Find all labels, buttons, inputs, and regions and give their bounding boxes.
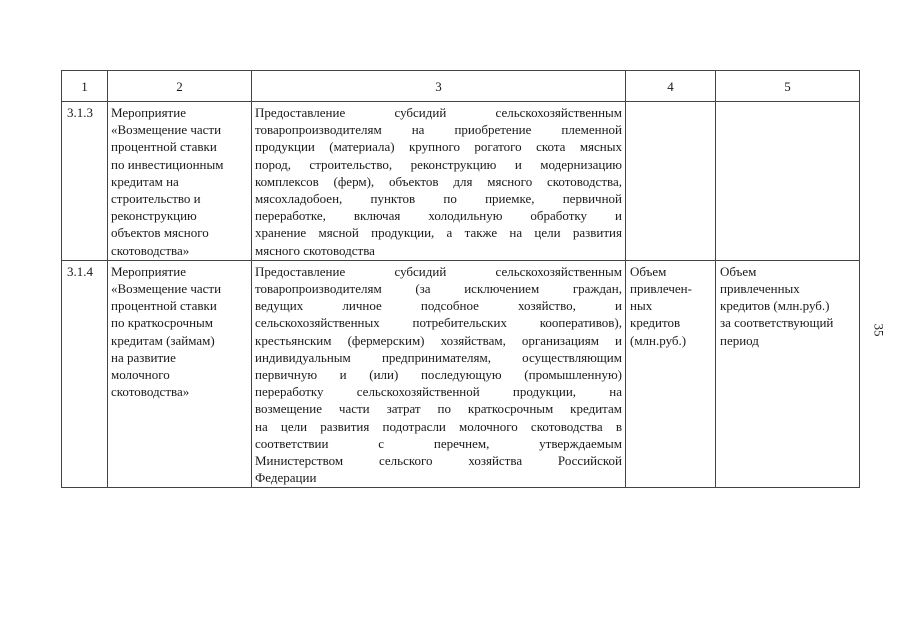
measure-name-line: Мероприятие: [111, 263, 186, 279]
measure-name-line: скотоводства»: [111, 242, 190, 258]
measure-name-line: по инвестиционным: [111, 156, 224, 172]
table-row: [62, 102, 860, 261]
header-cell-3: 3: [252, 71, 626, 102]
table-row: [62, 260, 860, 488]
header-cell-5: 5: [716, 71, 860, 102]
measure-name-line: «Возмещение части: [111, 281, 222, 297]
measure-name-line: Мероприятие: [111, 105, 186, 120]
description-line: ведущих личное подсобное хозяйство, и: [255, 298, 622, 314]
description-line: продукции (материала) крупного рогатого скота мясных: [255, 139, 622, 155]
header-cell-2: 2: [108, 71, 252, 102]
description-line: соответствии с перечнем, утверждаемым: [255, 435, 622, 451]
description-line: на цели развития подотрасли молочного скотоводства в: [255, 418, 622, 434]
indicator-line: кредитов: [630, 315, 681, 331]
description-line: первичную и (или) последующую (промышленную): [255, 367, 622, 383]
indicator-line: (млн.руб.): [630, 332, 687, 348]
description-line: хранение мясной продукции, а также на цели развития: [255, 225, 622, 241]
description-line: пород, строительство, реконструкцию и модернизацию: [255, 156, 622, 172]
measure-name-line: процентной ставки: [111, 298, 217, 314]
measure-description: [252, 260, 626, 488]
measure-name-line: на развитие: [111, 349, 176, 365]
measure-name-line: реконструкцию: [111, 208, 197, 224]
indicator-value-line: период: [720, 332, 759, 348]
measure-name-line: кредитам на: [111, 173, 179, 189]
indicator-cell: [626, 260, 716, 488]
description-line: сельскохозяйственных потребительских кооперативов),: [255, 315, 622, 331]
description-line: мясохладобоен, пунктов по приемке, первичной: [255, 191, 622, 207]
indicator-value-line: за соответствующий: [720, 315, 834, 331]
measure-name-line: скотоводства»: [111, 384, 190, 400]
description-line: Министерством сельского хозяйства Российской: [255, 453, 622, 469]
indicator-value-cell: [716, 260, 860, 488]
measure-name-line: по краткосрочным: [111, 315, 214, 331]
indicator-value-line: привлеченных: [720, 281, 800, 297]
measure-name: [108, 260, 252, 488]
description-line: мясного скотоводства: [255, 242, 375, 258]
description-line: индивидуальным предпринимателям, осуществляющим: [255, 349, 622, 365]
description-line: Предоставление субсидий сельскохозяйственным: [255, 105, 622, 120]
description-line: Предоставление субсидий сельскохозяйственным: [255, 263, 622, 279]
description-line: товаропроизводителям (за исключением граждан,: [255, 281, 622, 297]
page-number: 35: [871, 323, 887, 337]
measure-name-line: объектов мясного: [111, 225, 209, 241]
description-line: Федерации: [255, 470, 317, 486]
indicator-value-line: кредитов (млн.руб.): [720, 298, 830, 314]
header-row: [62, 71, 860, 102]
description-line: товаропроизводителям на приобретение племенной: [255, 122, 622, 138]
indicator-line: Объем: [630, 263, 667, 279]
description-line: комплексов (ферм), объектов для мясного скотоводства,: [255, 173, 622, 189]
row-number: 3.1.4: [62, 260, 108, 488]
measure-name-line: процентной ставки: [111, 139, 217, 155]
measures-table: [61, 70, 860, 488]
indicator-cell: [626, 102, 716, 261]
description-line: крестьянским (фермерским) хозяйствам, организациям и: [255, 332, 622, 348]
indicator-value-line: Объем: [720, 263, 757, 279]
header-cell-4: 4: [626, 71, 716, 102]
measure-name-line: молочного: [111, 367, 170, 383]
indicator-value-cell: [716, 102, 860, 261]
description-line: переработку сельскохозяйственной продукции, на: [255, 384, 622, 400]
measure-name-line: кредитам (займам): [111, 332, 215, 348]
description-line: возмещение части затрат по краткосрочным кредитам: [255, 401, 622, 417]
measure-description: [252, 102, 626, 261]
indicator-line: ных: [630, 298, 653, 314]
header-cell-1: 1: [62, 71, 108, 102]
measure-name-line: строительство и: [111, 191, 201, 207]
row-number: 3.1.3: [62, 102, 108, 261]
measure-name-line: «Возмещение части: [111, 122, 222, 138]
measure-name: [108, 102, 252, 261]
indicator-line: привлечен-: [630, 281, 692, 297]
description-line: переработке, включая холодильную обработку и: [255, 208, 622, 224]
